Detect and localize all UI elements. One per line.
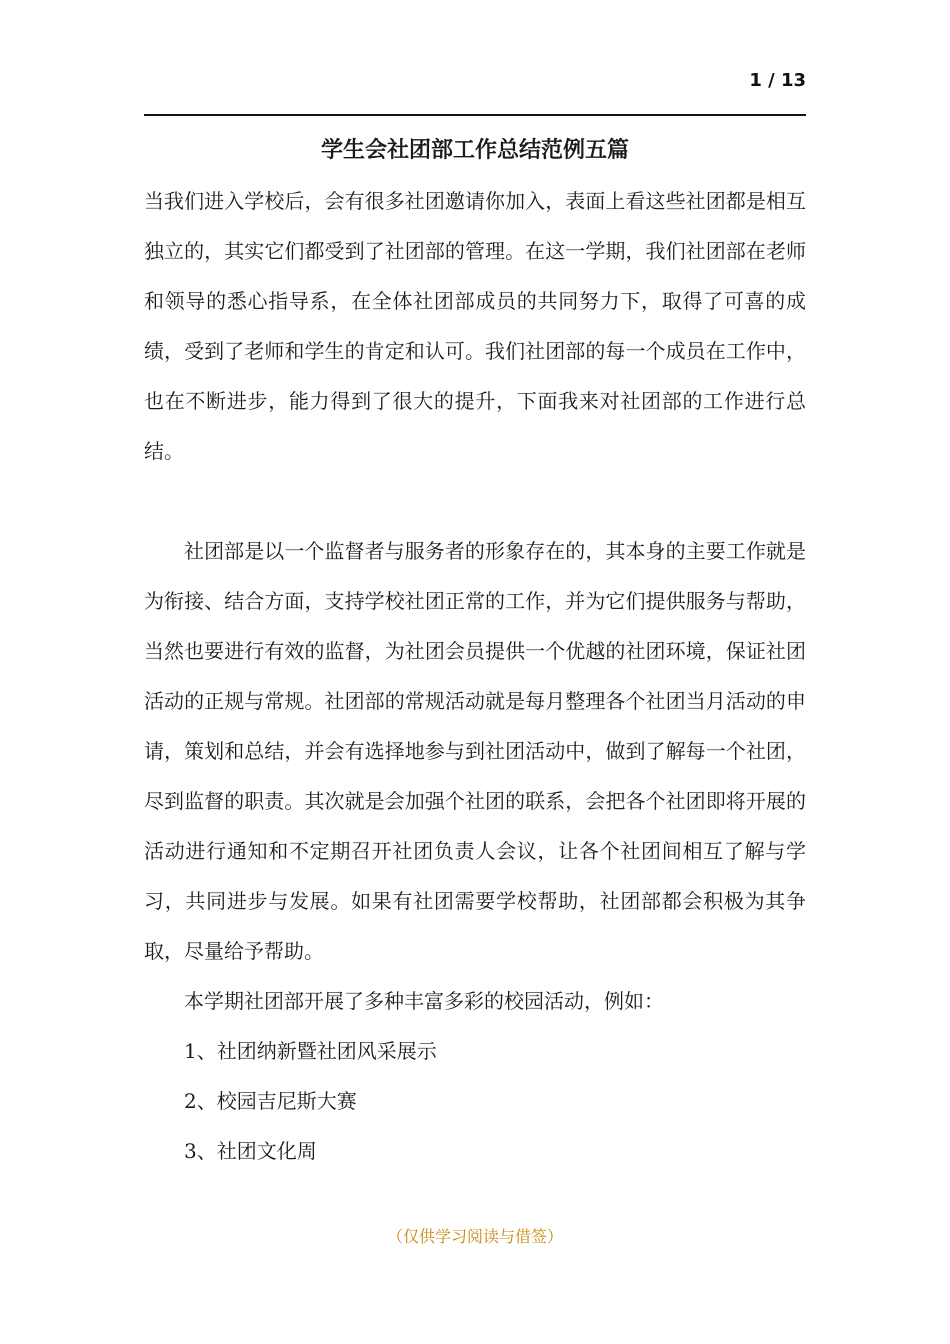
page-number: 1 / 13 [749,70,806,91]
document-body [144,176,806,1176]
list-item: 2、校园吉尼斯大赛 [184,1089,357,1113]
document-title: 学生会社团部工作总结范例五篇 [320,138,629,163]
list-item: 1、社团纳新暨社团风采展示 [184,1039,437,1063]
footer-note: （仅供学习阅读与借签） [386,1227,563,1246]
list-item: 3、社团文化周 [184,1139,317,1163]
paragraph-spacer [144,476,806,526]
paragraph-activities: 本学期社团部开展了多种丰富多彩的校园活动，例如： [184,989,664,1013]
paragraph-intro: 当我们进入学校后，会有很多社团邀请你加入，表面上看这些社团都是相互独立的，其实它们都受到了社团部的管理。在这一学期，我们社团部在老师和领导的悉心指导系，在全体社团部成员的共同努力下，取得了可喜的成绩，受到了老师和学生的肯定和认可。我们社团部的每一个成员在工作中，也在不断进步，能力得到了很大的提升，下面我来对社团部的工作进行总结。 [144,189,806,463]
paragraph-role: 社团部是以一个监督者与服务者的形象存在的，其本身的主要工作就是为衔接、结合方面，支持学校社团正常的工作，并为它们提供服务与帮助，当然也要进行有效的监督，为社团会员提供一个优越的社团环境，保证社团活动的正规与常规。社团部的常规活动就是每月整理各个社团当月活动的申请，策划和总结，并会有选择地参与到社团活动中，做到了解每一个社团，尽到监督的职责。其次就是会加强个社团的联系，会把各个社团即将开展的活动进行通知和不定期召开社团负责人会议，让各个社团间相互了解与学习，共同进步与发展。如果有社团需要学校帮助，社团部都会积极为其争取，尽量给予帮助。 [144,539,806,963]
header-divider [144,114,806,116]
